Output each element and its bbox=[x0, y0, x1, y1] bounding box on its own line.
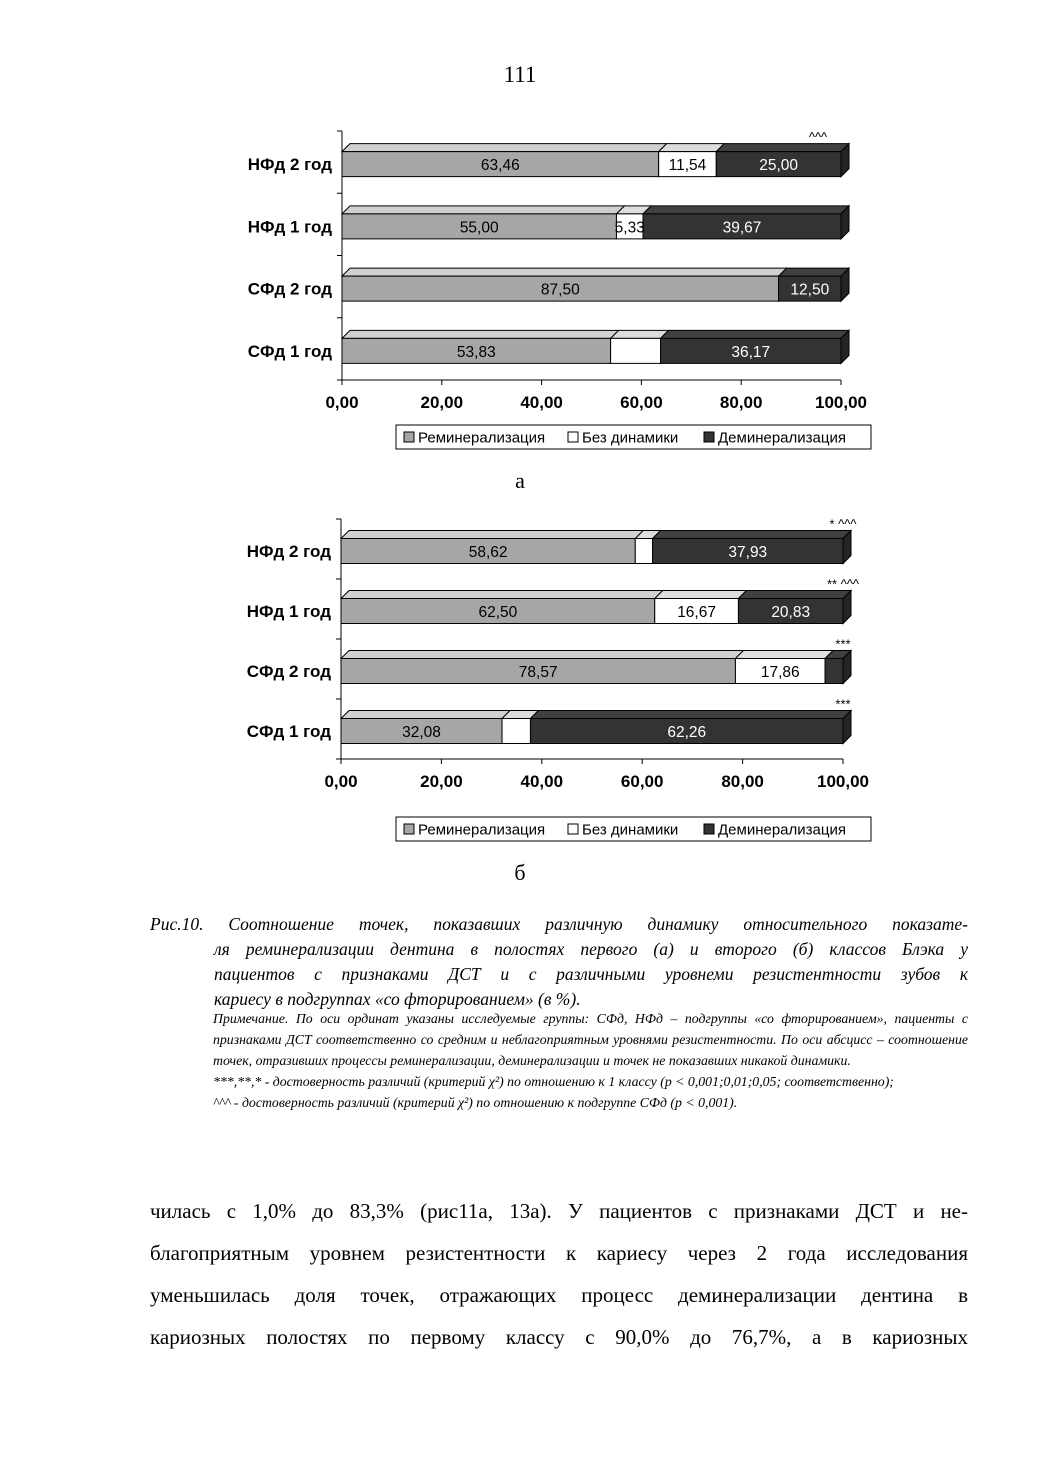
x-tick-label: 60,00 bbox=[620, 393, 663, 412]
data-label: 62,50 bbox=[478, 604, 518, 621]
bar-segment-top bbox=[655, 591, 747, 599]
bar-segment-top bbox=[341, 531, 643, 539]
data-label: 32,08 bbox=[402, 724, 441, 741]
bar-segment bbox=[611, 338, 661, 363]
x-tick-label: 40,00 bbox=[520, 393, 563, 412]
x-tick-label: 80,00 bbox=[719, 393, 763, 412]
bar-segment-top bbox=[530, 711, 851, 719]
data-label: 16,67 bbox=[677, 604, 716, 621]
bar-segment-top bbox=[661, 330, 849, 338]
caption-line: ля реминерализации дентина в полостях первого (а) и второго (б) классов Блэка у bbox=[214, 939, 968, 959]
bar-segment-top bbox=[342, 144, 667, 152]
legend-entry: Без динамики bbox=[582, 429, 679, 447]
caption-line: кариесу в подгруппах «со фторированием» (в %). bbox=[214, 989, 581, 1009]
x-tick-label: 0,00 bbox=[325, 393, 359, 412]
note-significance-class: ***,**,* - достоверность различий (критерий χ²) по отношению к 1 классу (p < 0,001;0,01;0,05; соответственно); bbox=[213, 1074, 894, 1089]
bar-segment-top bbox=[738, 591, 851, 599]
bar-segment-top bbox=[611, 330, 669, 338]
bar-segment-top bbox=[342, 330, 619, 338]
bar-segment bbox=[502, 719, 530, 744]
data-label: 55,00 bbox=[459, 219, 499, 237]
x-tick-label: 20,00 bbox=[420, 393, 464, 412]
data-label: 11,54 bbox=[668, 157, 707, 175]
bar-segment-top bbox=[735, 651, 833, 659]
data-label: 39,67 bbox=[722, 219, 762, 237]
x-tick-label: 100,00 bbox=[817, 772, 869, 791]
x-tick-label: 40,00 bbox=[520, 772, 564, 791]
bar-segment-top bbox=[653, 531, 851, 539]
bar-segment-top bbox=[659, 144, 725, 152]
page-number: 111 bbox=[503, 62, 537, 87]
data-label: 78,57 bbox=[518, 664, 558, 681]
significance-annotation: *** bbox=[835, 696, 851, 712]
bar-segment-top bbox=[341, 651, 743, 659]
data-label: 25,00 bbox=[759, 157, 799, 175]
legend-entry: Без динамики bbox=[582, 821, 679, 839]
bar-segment-top bbox=[643, 206, 849, 214]
data-label: 87,50 bbox=[540, 281, 580, 299]
body-line: уменьшилась доля точек, отражающих процесс деминерализации дентина в bbox=[150, 1283, 968, 1307]
legend bbox=[396, 425, 871, 449]
data-label: 12,50 bbox=[790, 281, 830, 299]
significance-annotation: * ^^^ bbox=[829, 516, 857, 532]
caption-line: Рис.10. Соотношение точек, показавших различную динамику относительного показате- bbox=[150, 914, 968, 934]
data-label: 37,93 bbox=[728, 544, 768, 561]
bar-segment bbox=[825, 659, 843, 684]
legend-swatch bbox=[704, 824, 714, 834]
chart-b bbox=[0, 505, 1040, 850]
data-label: 58,62 bbox=[468, 544, 508, 561]
body-line: чилась с 1,0% до 83,3% (рис11а, 13а). У пациентов с признаками ДСТ и не- bbox=[150, 1199, 968, 1223]
bar-segment-top bbox=[342, 268, 787, 276]
legend-swatch bbox=[404, 824, 414, 834]
data-label: 53,83 bbox=[456, 343, 496, 361]
legend-entry: Реминерализация bbox=[418, 429, 546, 447]
legend-swatch bbox=[404, 432, 414, 442]
x-tick-label: 20,00 bbox=[420, 772, 463, 791]
body-text bbox=[150, 1190, 968, 1358]
category-label: СФд 1 год bbox=[246, 722, 331, 741]
x-tick-label: 80,00 bbox=[721, 772, 764, 791]
category-label: НФд 1 год bbox=[246, 602, 331, 621]
data-label: 20,83 bbox=[771, 604, 811, 621]
category-label: СФд 2 год bbox=[246, 662, 331, 681]
legend-swatch bbox=[568, 432, 578, 442]
data-label: 17,86 bbox=[760, 664, 800, 681]
legend-swatch bbox=[704, 432, 714, 442]
legend bbox=[396, 817, 871, 841]
category-label: НФд 2 год bbox=[247, 155, 332, 175]
significance-annotation: *** bbox=[835, 636, 851, 652]
note-significance-group: ^^^ - достоверность различий (критерий χ²) по отношению к подгруппе СФд (p < 0,001). bbox=[213, 1095, 738, 1110]
data-label: 63,46 bbox=[480, 157, 520, 175]
legend-swatch bbox=[568, 824, 578, 834]
bar-segment-top bbox=[341, 591, 663, 599]
data-label: 5,33 bbox=[614, 219, 645, 237]
bar-segment bbox=[635, 539, 652, 564]
data-label: 36,17 bbox=[731, 343, 771, 361]
chart-b-label: б bbox=[514, 860, 526, 885]
data-label: 62,26 bbox=[667, 724, 707, 741]
significance-annotation: ** ^^^ bbox=[826, 576, 860, 592]
legend-entry: Деминерализация bbox=[718, 429, 846, 447]
category-label: СФд 1 год bbox=[247, 341, 332, 361]
bar-segment-top bbox=[779, 268, 849, 276]
legend-entry: Реминерализация bbox=[418, 821, 546, 839]
category-label: СФд 2 год bbox=[247, 279, 332, 299]
figure-caption bbox=[150, 912, 968, 1012]
body-line: благоприятным уровнем резистентности к кариесу через 2 года исследования bbox=[150, 1241, 968, 1265]
chart-a bbox=[0, 118, 1040, 458]
x-tick-label: 100,00 bbox=[815, 393, 867, 412]
caption-line: пациентов с признаками ДСТ и с различными уровнеми резистентности зубов к bbox=[214, 964, 968, 984]
bar-segment-top bbox=[341, 711, 510, 719]
legend-entry: Деминерализация bbox=[718, 821, 846, 839]
x-tick-label: 60,00 bbox=[620, 772, 664, 791]
category-label: НФд 1 год bbox=[247, 217, 332, 237]
x-tick-label: 0,00 bbox=[324, 772, 358, 791]
note-paragraph: Примечание. По оси ординат указаны исследуемые группы: СФд, НФд – подгруппы «со фторированием», пациенты с признаками ДСТ соответственно со средним и неблагоприятным уровнями резистентности. По оси абсцисс – соотношение точек, отразивших процессы реминерализации, деминерализации и точек не показавших никакой динамики. bbox=[213, 1011, 968, 1068]
body-line: кариозных полостях по первому классу с 90,0% до 76,7%, а в кариозных bbox=[150, 1325, 968, 1349]
significance-annotation: ^^^ bbox=[808, 129, 828, 145]
category-label: НФд 2 год bbox=[246, 542, 331, 561]
bar-segment-top bbox=[342, 206, 624, 214]
bar-segment-top bbox=[716, 144, 849, 152]
chart-a-label: а bbox=[515, 468, 525, 493]
figure-note bbox=[213, 1008, 968, 1113]
